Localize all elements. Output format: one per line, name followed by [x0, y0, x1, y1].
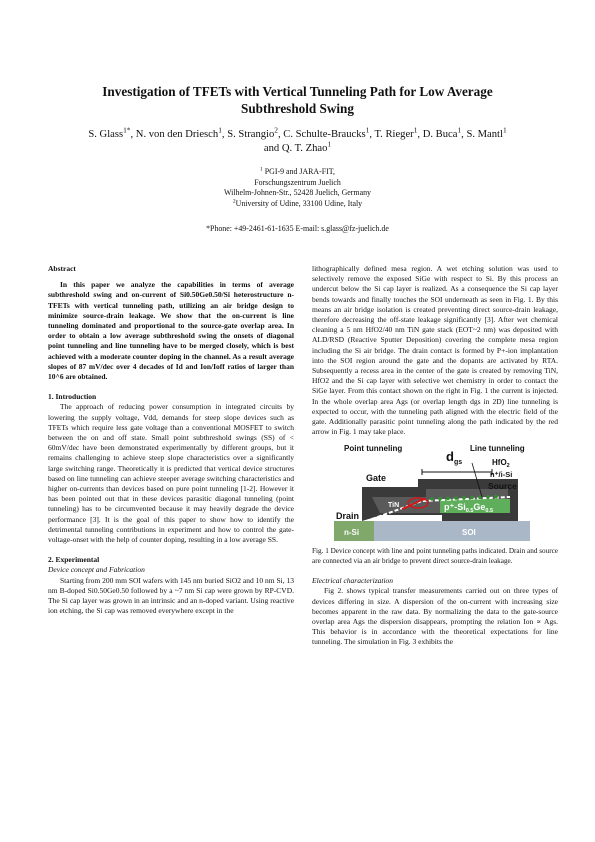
label-point-tunneling: Point tunneling — [344, 444, 403, 454]
author-list: S. Glass$^{1*}$, N. von den Driesch$^1$, S. Strangio$^2$, C. Schulte-Braucks$^1$, T. Rieger$^1$, D. Buca$^1$, S. Mantl$^1$ and Q. T. Zhao$^1$ — [88, 125, 507, 154]
label-p-sige: $p^+-Si_{0.5}Ge_{0.5}$ — [444, 502, 494, 515]
author-name: S. Glass — [88, 129, 124, 140]
title-line-1: Investigation of TFETs with Vertical Tunneling Path for Low Average — [102, 84, 493, 99]
dgs-bracket — [422, 469, 492, 475]
author-name: N. von den Driesch — [135, 129, 219, 140]
label-n-i-si: n⁺/i-Si — [490, 470, 513, 480]
affiliations — [80, 167, 515, 209]
label-n-si: n-Si — [344, 528, 360, 538]
author-name: D. Buca — [422, 129, 458, 140]
label-soi: SOI — [462, 528, 476, 538]
tunneling-dot — [430, 498, 434, 502]
abstract-heading: Abstract — [48, 264, 76, 273]
label-line-tunneling: Line tunneling — [470, 444, 525, 454]
right-column — [312, 264, 558, 648]
author-affiliation-marker: 1 — [218, 125, 222, 135]
author-name: S. Strangio — [227, 129, 275, 140]
left-column — [48, 264, 294, 617]
author-name: T. Rieger — [374, 129, 414, 140]
label-gate: Gate — [366, 473, 387, 484]
label-source: Source — [488, 481, 517, 492]
author-name: Q. T. Zhao — [281, 142, 328, 154]
experimental-subheading: Device concept and Fabrication — [48, 565, 145, 575]
introduction-text: The approach of reducing power consumption in integrated circuits by lowering the supply voltage, Vdd, demands for steep slope devices such as TFETs which require less gate voltage than a conventional MOSFET to switch between the on and off state. Small point subthreshold swings (SS) of < 60mV/dec have been demonstrated experimentally by different groups, but it remains challenging to achieve steep slope characteristics over a significantly large switching range. Theoretically it is predicted that vertical device structures based on line tunneling can achieve steeper average switching characteristics and higher on-currents than devices based on pure point tunneling [1-2]. However it has been pointed out that in these devices parasitic diagonal tunneling (point tunneling) has to be circumvented because it may heavily degrade the device performance [3]. It is the goal of this paper to show how to identify the detrimental tunneling contributions in experiment and how to control the gate-voltage-onset with the help of counter doping, resulting in a low average SS. — [48, 402, 294, 545]
title-line-2: Subthreshold Swing — [240, 101, 354, 116]
affiliation-1-marker: 1 — [260, 166, 263, 173]
author-affiliation-marker: 1 — [413, 125, 418, 135]
paper-title — [60, 83, 535, 117]
label-dgs: $d_{gs}$ — [446, 449, 463, 467]
author-affiliation-marker: 1 — [457, 125, 462, 135]
affiliation-1-line-3: Wilhelm-Johnen-Str., 52428 Juelich, Germany — [224, 188, 371, 198]
affiliation-1-line-2: Forschungszentrum Juelich — [254, 177, 341, 187]
label-hfo2: HfO$_2$ — [492, 458, 510, 470]
label-drain: Drain — [336, 511, 360, 522]
introduction-heading: 1. Introduction — [48, 392, 97, 402]
experimental-heading: 2. Experimental — [48, 555, 100, 565]
tunneling-dot — [454, 497, 458, 501]
author-name: S. Mantl — [466, 129, 503, 140]
tunneling-dot — [438, 497, 442, 501]
author-name: C. Schulte-Braucks — [283, 129, 366, 140]
tunneling-dot — [486, 496, 490, 500]
tunneling-dot — [478, 496, 482, 500]
label-tin: TiN — [388, 502, 400, 510]
tunneling-dot — [470, 496, 474, 500]
experimental-text: Starting from 200 mm SOI wafers with 145 nm buried SiO2 and 10 nm Si, 13 nm B-doped Si0.50Ge0.50 followed by a ~7 nm Si cap were grown by RP-CVD. The Si cap layer was grown in an intrinsic and an n-doped variant. Using reactive ion etching, the Si cap was removed everywhere except in the — [48, 575, 294, 616]
author-affiliation-marker: 1 — [502, 125, 507, 135]
device-schematic-svg — [322, 439, 532, 547]
contact-line: *Phone: +49-2461-61-1635 E-mail: s.glass@fz-juelich.de — [206, 224, 389, 233]
author-affiliation-marker: 1 — [327, 138, 332, 148]
author-affiliation-marker: 1 — [365, 125, 370, 135]
figure-1-device-schematic — [322, 439, 532, 547]
figure-1-caption: Fig. 1 Device concept with line and point tunneling paths indicated. Drain and source are connected via an air bridge to prevent direct source-drain leakage. — [312, 547, 558, 565]
tunneling-dot — [494, 495, 498, 499]
fabrication-text: lithographically defined mesa region. A wet etching solution was used to selectively remove the exposed SiGe with respect to Si. By this process an undercut below the Si cap layer is realized. As a consequence the Si cap layer bends towards and finally touches the SOI underneath as seen in Fig. 1. By this means an air bridge isolation is created preventing direct source-drain leakage, therefore decreasing the off-state leakage significantly [3]. After wet chemical cleaning a 5 nm HfO2/40 nm TiN gate stack (EOT~2 nm) was deposited with ALD/RSD (Reactive Sputter Deposition) covering the complete mesa region including the Si air bridge. The drain contact is formed by P+-ion implantation into the SOI region around the gate and the dopants are activated by RTA. Subsequently a recess area in the center of the gate is created by removing TiN, HfO2 and the Si cap layer with selective wet chemistry in order to contact the SiGe layer. From this contact shown on the right in Fig. 1 the current is injected. In the whole overlap area Ags (or overlap length dgs in 2D) line tunneling is expected to occur, with the tunneling path aligned with the electric field of the gate. Additionally parasitic point tunneling along the path indicated by the red arrow in Fig. 1 may take place. — [312, 264, 558, 437]
electrical-text: Fig 2. shows typical transfer measurements carried out on three types of devices differing in size. A dispersion of the on-current with increasing size becomes apparent in the raw data. By normalizing the data to the gate-source overlap area Ags the dispersion disappears, prompting the relation Ion ∝ Ags. This behavior is in accordance with the theoretical expectations for line tunneling. The simulation in Fig. 3 exhibits the — [312, 586, 558, 647]
electrical-subheading: Electrical characterization — [312, 576, 394, 586]
affiliation-2: University of Udine, 33100 Udine, Italy — [235, 198, 363, 208]
affiliation-2-marker: 2 — [232, 198, 236, 205]
author-affiliation-marker: 1* — [123, 125, 131, 135]
affiliation-1-line-1: PGI-9 and JARA-FIT, — [264, 167, 335, 176]
abstract-text: In this paper we analyze the capabilities in terms of average subthreshold swing and on-current of Si0.50Ge0.50/Si heterostructure n-TFETs with vertical tunneling path, utilizing an air bridge design to minimize source-drain leakage. We show that the on-current is line tunneling dominated and proportional to the source-gate overlap area. In order to obtain a low average subthreshold swing the onsets of diagonal point tunneling and line tunneling have to be merged closely, which is best achieved with a moderate counter doping in the channel. As a result average slopes of 87 mV/dec over 4 decades of Id and Ion/Ioff ratios of larger than 10^6 are obtained. — [48, 280, 294, 382]
tunneling-dot — [462, 496, 466, 500]
tunneling-dot — [446, 497, 450, 501]
author-affiliation-marker: 2 — [274, 125, 278, 135]
